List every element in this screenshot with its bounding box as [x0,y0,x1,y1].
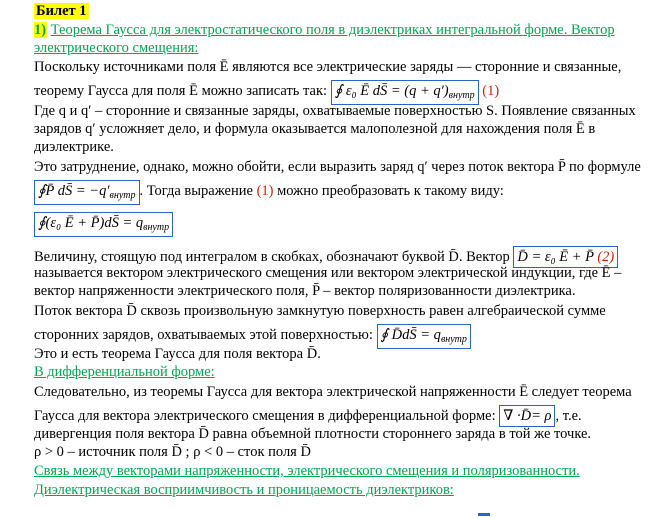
ticket-title: Билет 1 [36,3,87,19]
paragraph-line: ρ > 0 – источник поля D̄ ; ρ < 0 – сток поля D̄ [34,444,311,460]
paragraph-line: Величину, стоящую под интегралом в скобках, обозначают буквой D̄. Вектор D̄ = ε₀ Ē + P̄ (2) [34,246,618,268]
paragraph-line: Поскольку источниками поля Ē являются все электрические заряды — сторонние и связанные, [34,59,622,75]
paragraph-line: Поток вектора D̄ сквозь произвольную замкнутую поверхность равен алгебраической сумме [34,303,606,319]
text-cursor-marker [478,513,490,516]
paragraph-line: дивергенция поля вектора D̄ равна объемной плотности стороннего заряда в той же точке. [34,426,592,442]
paragraph-line [34,212,173,237]
section1-heading-line2: электрического смещения: [34,40,199,56]
section1-heading: Теорема Гаусса для электростатического поля в диэлектриках интегральной форме. Вектор [50,22,615,38]
paragraph-line: сторонних зарядов, охватываемых этой поверхностью: ∮ D̄dS̄ = $q_{внутр}$ [34,324,471,349]
paragraph-line: Это затруднение, однако, можно обойти, если выразить заряд q′ через поток вектора P̄ по формуле [34,159,641,175]
paragraph-line: теорему Гаусса для поля Ē можно записать так: ∮ ε₀ Ē dS̄ = $(q + q')_{внутр}$ (1) [34,80,499,105]
section1-number: 1) [34,22,47,38]
formula-flux-p: ∮P̄ dS̄ = $-q'_{внутр}$ [34,180,140,205]
formula-ref-1: (1) [256,183,274,199]
section2-heading-line2: Диэлектрическая восприимчивость и проницаемость диэлектриков: [34,482,454,498]
paragraph-line: называется вектором электрического смещения или вектором электрической индукции, где Ē – [34,265,622,281]
paragraph-line: зарядов q′ усложняет дело, и формула оказывается малополезной для нахождения поля Ē в [34,121,596,137]
formula-gauss-e: ∮ ε₀ Ē dS̄ = $(q + q')_{внутр}$ [331,80,479,105]
paragraph-line: Где q и q′ – сторонние и связанные заряды, охватываемые поверхностью S. Появление связанных [34,103,636,119]
section2-heading-line1: Связь между векторами напряженности, электрического смещения и поляризованности. [34,463,580,479]
formula-ref-1: (1) [482,83,500,99]
paragraph-line: Гаусса для вектора электрического смещения в дифференциальной форме: ∇ ·D̄= ρ , т.е. [34,405,582,427]
formula-gauss-d: ∮ D̄dS̄ = $q_{внутр}$ [377,324,471,349]
paragraph-line: диэлектрике. [34,139,114,155]
paragraph-line: вектор напряженности электрического поля, P̄ – вектор поляризованности диэлектрика. [34,283,576,299]
formula-gauss-combined: ∮(ε₀ Ē + P̄)dS̄ = $q_{внутр}$ [34,212,173,237]
section1-heading-line1 [34,23,615,39]
differential-form-heading: В дифференциальной форме: [34,364,215,380]
formula-divergence: ∇ ·D̄= ρ [499,405,555,427]
paragraph-line: Это и есть теорема Гаусса для поля вектора D̄. [34,346,321,362]
paragraph-line: Следовательно, из теоремы Гаусса для вектора электрической напряженности Ē следует теорема [34,384,632,400]
paragraph-line: ∮P̄ dS̄ = $-q'_{внутр}$ . Тогда выражение (1) можно преобразовать к такому виду: [34,180,504,205]
formula-d-definition: D̄ = ε₀ Ē + P̄ (2) [513,246,618,268]
